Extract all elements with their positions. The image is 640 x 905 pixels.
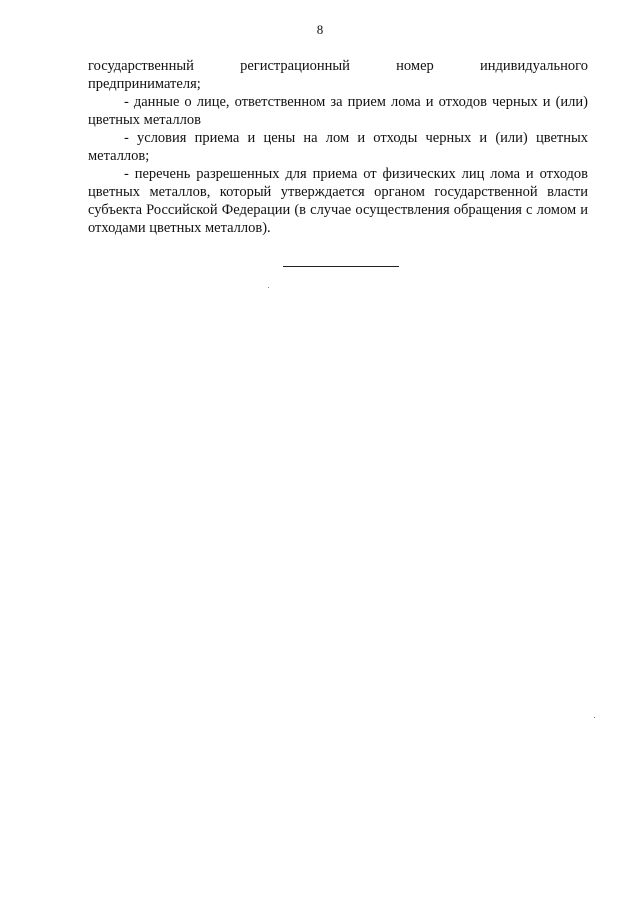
page-number: 8 [316, 22, 324, 37]
list-item-responsible-person: - данные о лице, ответственном за прием лома и отходов черных и (или) цветных металлов [88, 94, 588, 128]
paragraph-entrepreneur: предпринимателя; [88, 76, 201, 92]
end-of-text-rule [283, 266, 399, 267]
paragraph-registration-number: государственный регистрационный номер индивидуального [88, 58, 588, 74]
scan-speck [594, 717, 595, 718]
list-item-permitted-list: - перечень разрешенных для приема от физических лиц лома и отходов цветных металлов, который утверждается органом государственной власти субъекта Российской Федерации (в случае осуществления обращения с ломом и отходами цветных металлов). [88, 166, 588, 236]
document-body [88, 57, 588, 237]
scan-speck [268, 287, 269, 288]
list-item-conditions-and-prices: - условия приема и цены на лом и отходы черных и (или) цветных металлов; [88, 130, 588, 164]
